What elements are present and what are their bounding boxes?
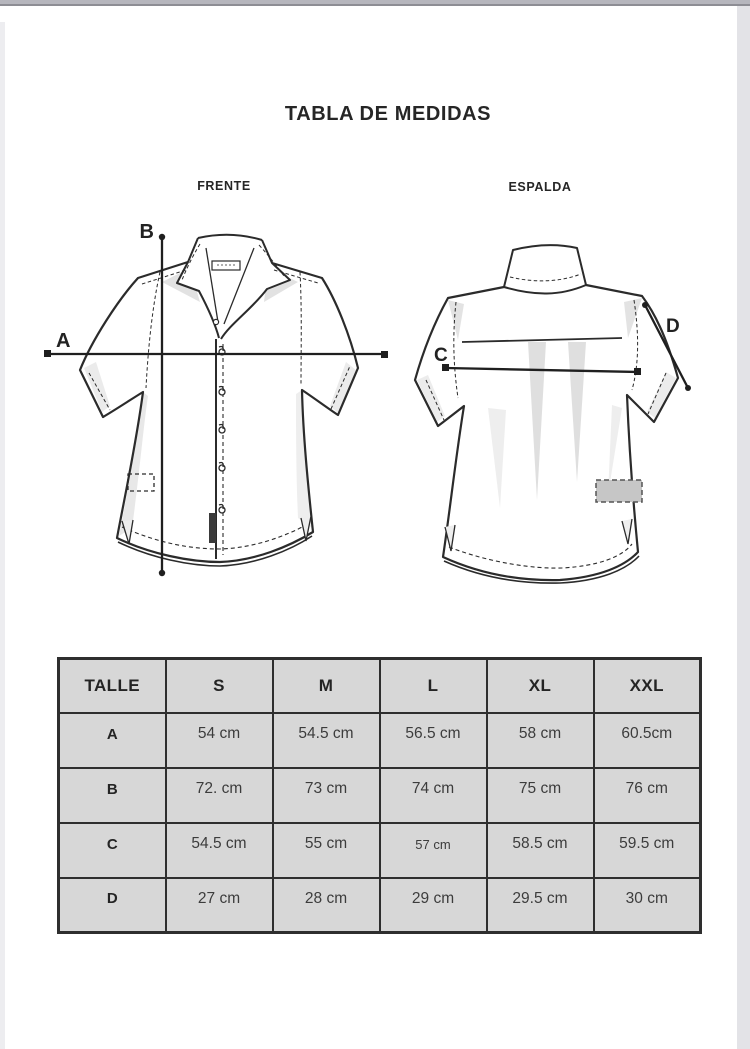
measurement-cell: 27 cm — [166, 878, 273, 933]
table-row-a — [59, 713, 701, 768]
shirt-front-body — [80, 238, 358, 566]
measurement-cell: 75 cm — [487, 768, 594, 823]
measurement-cell: 30 cm — [594, 878, 701, 933]
scan-edge-right — [737, 6, 750, 1049]
measurement-cell: 54.5 cm — [273, 713, 380, 768]
measurement-cell: 72. cm — [166, 768, 273, 823]
page-title: TABLA DE MEDIDAS — [284, 103, 492, 125]
table-row-d — [59, 878, 701, 933]
line-end-square-icon — [44, 350, 51, 357]
measurement-cell: 29 cm — [380, 878, 487, 933]
header-m: M — [273, 659, 380, 713]
back-patch-placement — [596, 480, 642, 502]
header-xl: XL — [487, 659, 594, 713]
header-s: S — [166, 659, 273, 713]
measurement-cell: 57 cm — [380, 823, 487, 878]
measurement-cell: 60.5cm — [594, 713, 701, 768]
measure-label-d: D — [666, 316, 680, 337]
row-label: A — [59, 713, 166, 768]
line-end-square-icon — [634, 368, 641, 375]
measurement-cell: 55 cm — [273, 823, 380, 878]
header-talle: TALLE — [59, 659, 166, 713]
row-label: B — [59, 768, 166, 823]
placket-bar — [209, 513, 216, 543]
measurement-cell: 73 cm — [273, 768, 380, 823]
shirt-front-drawing — [40, 210, 400, 600]
size-table-header-row — [59, 659, 701, 713]
line-end-square-icon — [381, 351, 388, 358]
measure-label-a: A — [56, 330, 71, 352]
measure-label-b: B — [139, 221, 154, 243]
measurement-cell: 54 cm — [166, 713, 273, 768]
measurement-cell: 54.5 cm — [166, 823, 273, 878]
scan-edge-left — [0, 22, 5, 1049]
header-xxl: XXL — [594, 659, 701, 713]
line-end-dot-icon — [642, 302, 648, 308]
line-end-dot-icon — [685, 385, 691, 391]
measurement-cell: 58.5 cm — [487, 823, 594, 878]
measurement-cell: 74 cm — [380, 768, 487, 823]
row-label: C — [59, 823, 166, 878]
measurement-cell: 76 cm — [594, 768, 701, 823]
front-view-label: FRENTE — [197, 179, 251, 193]
row-label: D — [59, 878, 166, 933]
measurement-cell: 29.5 cm — [487, 878, 594, 933]
size-table — [57, 657, 702, 934]
measurement-cell: 59.5 cm — [594, 823, 701, 878]
header-l: L — [380, 659, 487, 713]
table-row-c — [59, 823, 701, 878]
measurement-cell: 56.5 cm — [380, 713, 487, 768]
table-row-b — [59, 768, 701, 823]
line-end-dot-icon — [159, 234, 165, 240]
back-view-label: ESPALDA — [508, 180, 572, 194]
scan-edge-top — [0, 0, 750, 6]
line-end-dot-icon — [159, 570, 165, 576]
measurement-cell: 58 cm — [487, 713, 594, 768]
shirt-back-drawing — [400, 230, 720, 590]
measure-label-c: C — [434, 345, 448, 366]
measurement-cell: 28 cm — [273, 878, 380, 933]
